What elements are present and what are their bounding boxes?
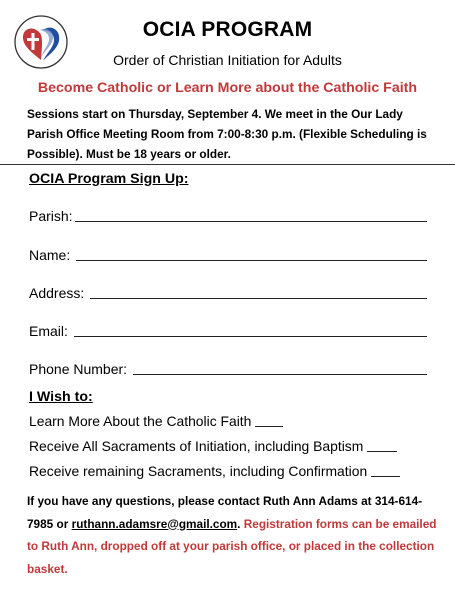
email-blank-line[interactable] [74,336,427,337]
email-label: Email: [29,323,72,339]
wish-option-initiation[interactable] [29,438,397,454]
name-blank-line[interactable] [76,260,427,261]
wish-blank-line[interactable] [367,451,397,452]
parish-blank-line[interactable] [75,221,427,222]
page-title: OCIA PROGRAM [142,18,313,41]
address-label: Address: [29,285,89,301]
section-divider [0,164,455,165]
wish-blank-line[interactable] [371,476,400,477]
parish-field[interactable] [29,204,427,224]
wish-option-label: Receive All Sacraments of Initiation, including Baptism [29,438,364,454]
page-subtitle: Order of Christian Initiation for Adults [113,52,342,68]
phone-field[interactable] [29,357,427,377]
parish-label: Parish: [29,208,73,224]
email-field[interactable] [29,319,427,339]
wish-blank-line[interactable] [255,426,283,427]
wish-option-confirmation[interactable] [29,463,400,479]
wish-option-label: Learn More About the Catholic Faith [29,413,252,429]
contact-email-link[interactable]: ruthann.adamsre@gmail.com [71,516,238,531]
contact-text: If you have any questions, please contact Ruth Ann Adams at 314-614-7985 or [27,494,423,531]
name-field[interactable] [29,243,427,263]
signup-title: OCIA Program Sign Up: [29,171,189,187]
name-label: Name: [29,247,75,263]
wish-option-learn[interactable] [29,413,283,429]
phone-label: Phone Number: [29,361,131,377]
wish-title: I Wish to: [29,389,93,405]
address-field[interactable] [29,281,427,301]
tagline: Become Catholic or Learn More about the Catholic Faith [37,80,418,96]
contact-text-sep: . [237,516,244,531]
registration-instructions: Registration forms can be emailed to Ruth Ann, dropped off at your parish office, or placed in the collection basket. [27,516,437,576]
wish-option-label: Receive remaining Sacraments, including Confirmation [29,463,368,479]
address-blank-line[interactable] [90,298,427,299]
sessions-info: Sessions start on Thursday, September 4. We meet in the Our Lady Parish Office Meeting Room from 7:00-8:30 p.m. (Flexible Scheduling is Possible). Must be 18 years or older. [27,107,427,161]
contact-info [27,490,441,580]
phone-blank-line[interactable] [133,374,427,375]
